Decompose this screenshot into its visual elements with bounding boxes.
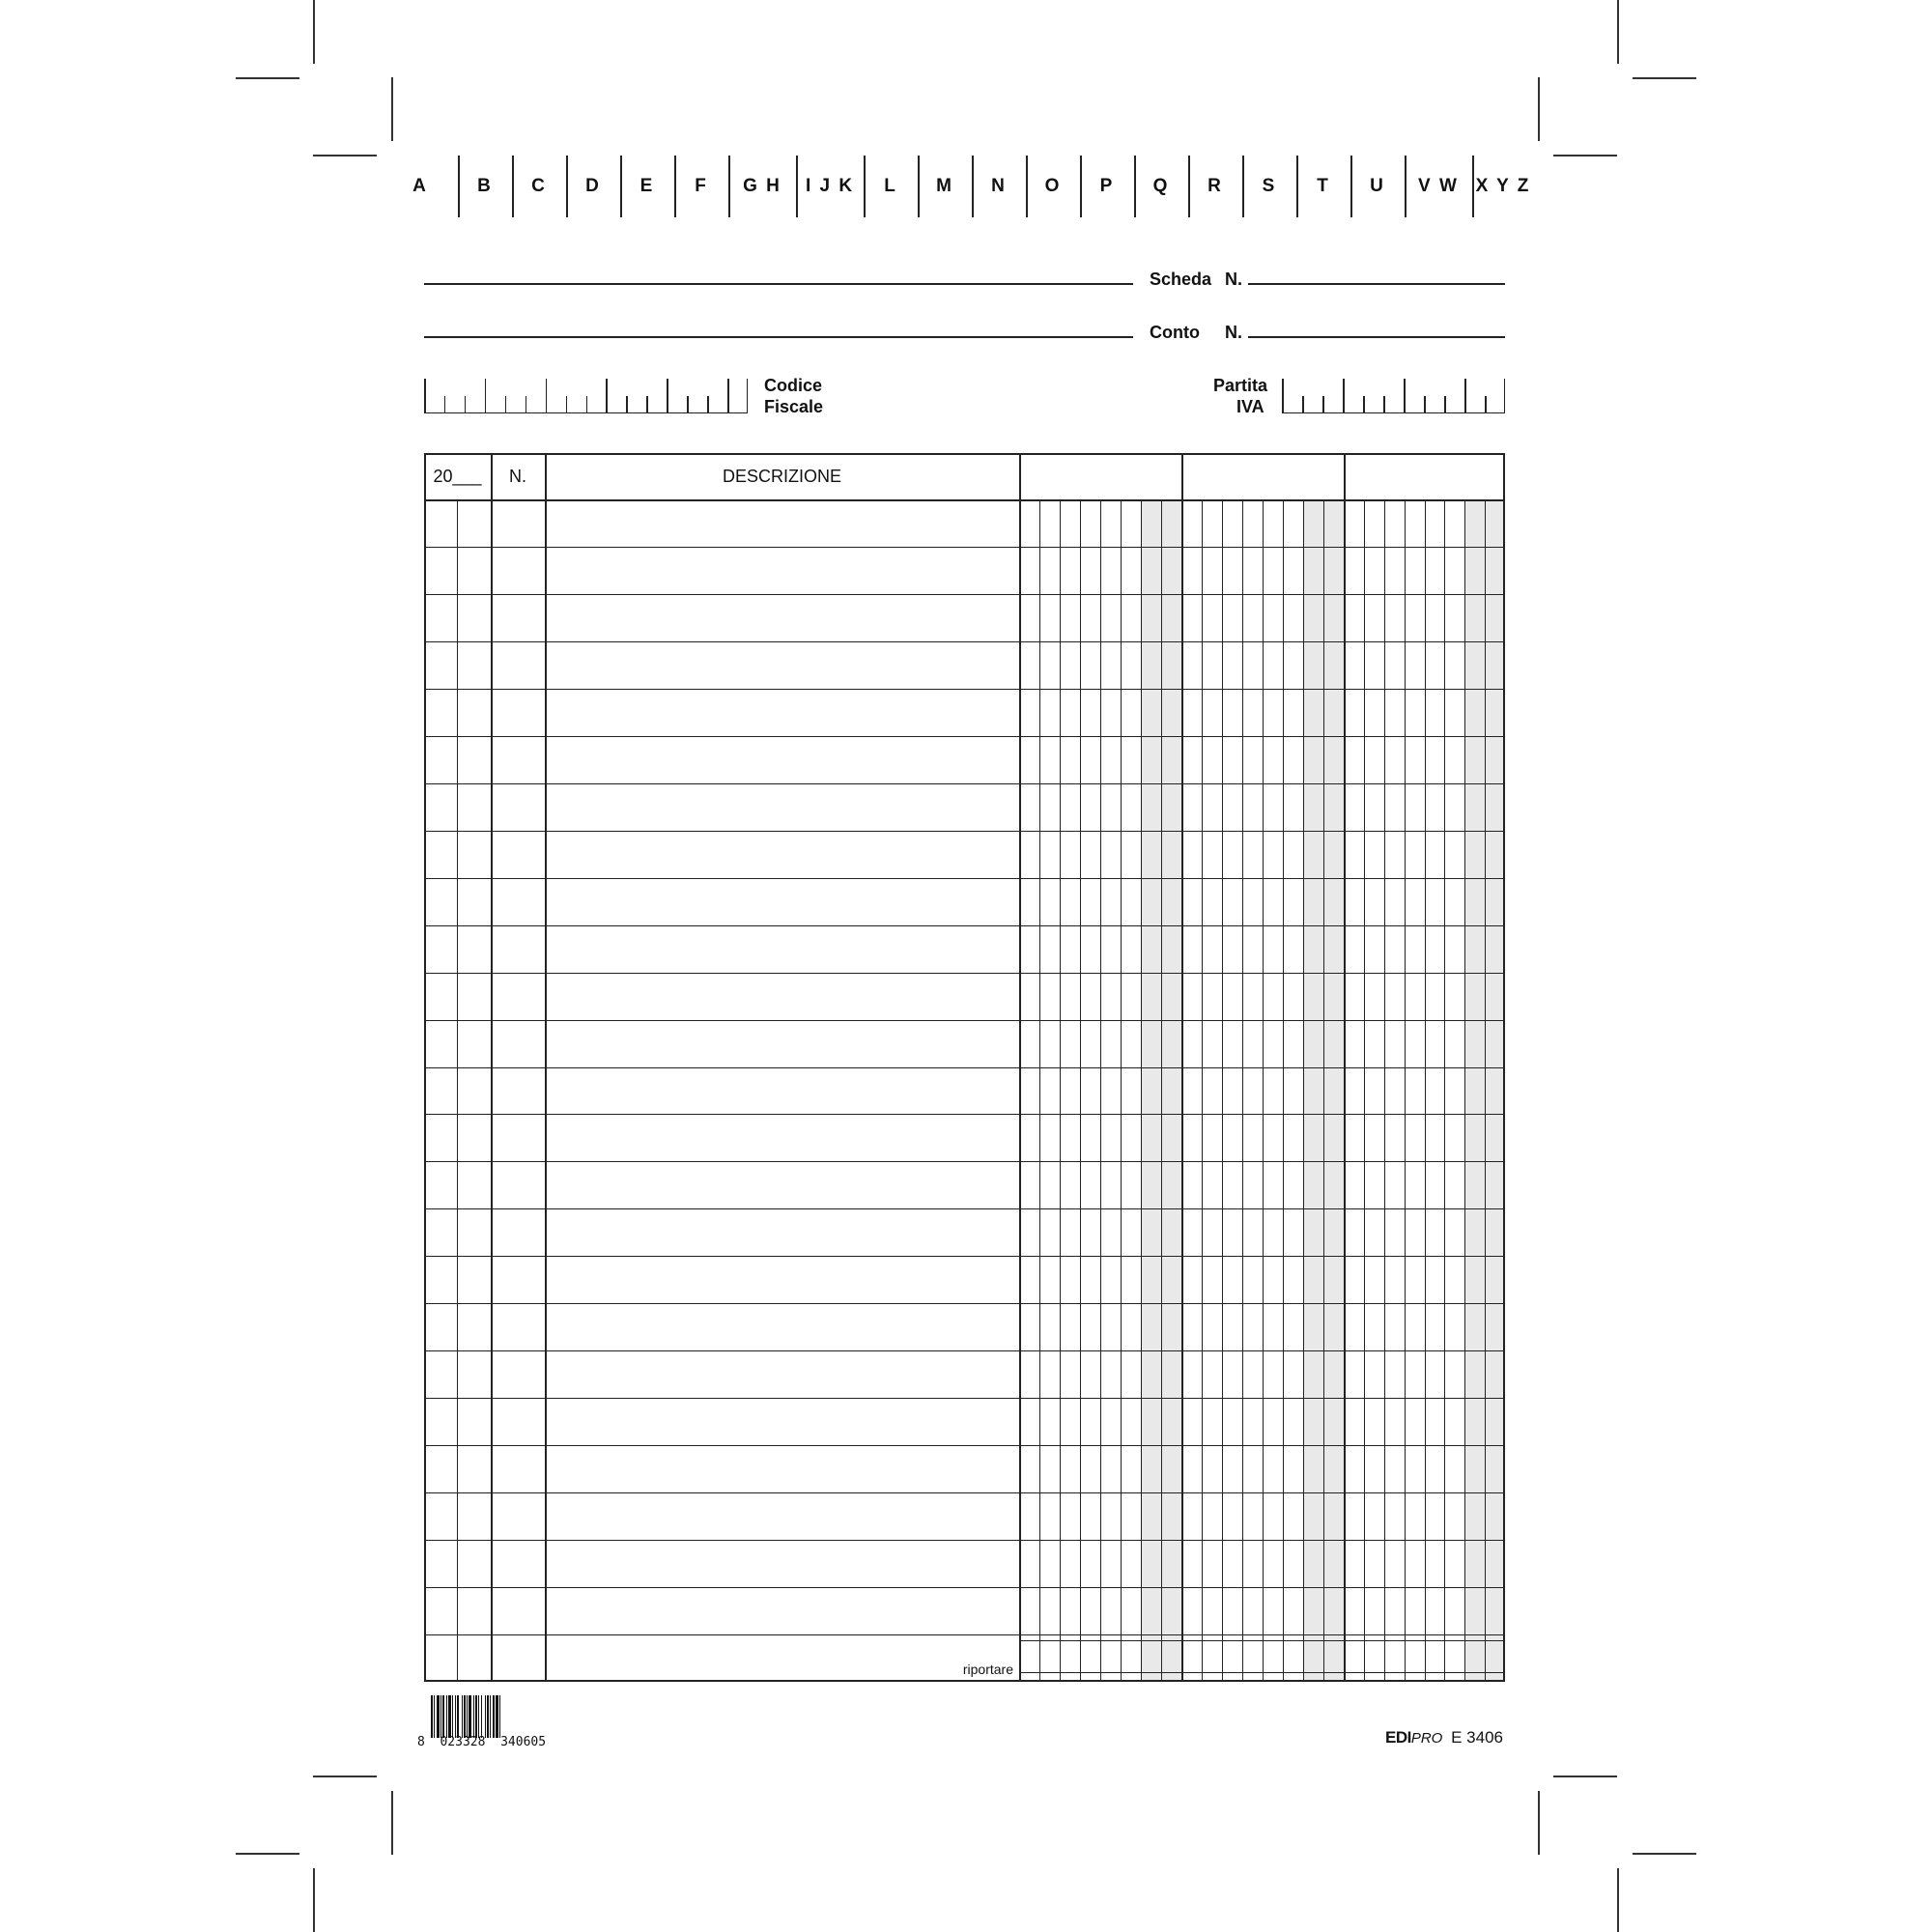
barcode-bar bbox=[434, 1695, 435, 1738]
partita-iva-field[interactable] bbox=[1282, 379, 1505, 413]
amount-digit-line bbox=[1485, 499, 1486, 1682]
index-tab-divider bbox=[1134, 156, 1136, 217]
fiscale-label: Fiscale bbox=[764, 397, 824, 416]
index-tab-divider bbox=[1472, 156, 1474, 217]
comb-tick bbox=[1404, 379, 1406, 413]
barcode-bar bbox=[481, 1695, 482, 1738]
comb-tick bbox=[485, 379, 487, 413]
barcode-bar bbox=[452, 1695, 453, 1738]
index-tab-divider bbox=[728, 156, 730, 217]
amount-digit-line bbox=[1141, 499, 1142, 1682]
comb-tick bbox=[566, 396, 568, 413]
index-tab[interactable]: T bbox=[1317, 176, 1330, 196]
ledger-table bbox=[424, 453, 1505, 1682]
amount-digit-line bbox=[1060, 499, 1061, 1682]
amount-digit-line bbox=[1039, 499, 1040, 1682]
amount-digit-line bbox=[1303, 499, 1304, 1682]
index-tab-divider bbox=[674, 156, 676, 217]
comb-tick bbox=[707, 396, 709, 413]
barcode-bar bbox=[499, 1695, 500, 1738]
barcode-bar bbox=[440, 1695, 441, 1738]
amount-digit-line bbox=[1100, 499, 1101, 1682]
column-divider bbox=[545, 453, 547, 1682]
index-tab[interactable]: E bbox=[639, 176, 655, 196]
date-subdivider bbox=[457, 499, 458, 1682]
comb-tick bbox=[1504, 379, 1506, 413]
index-tab-divider bbox=[512, 156, 514, 217]
index-tab[interactable]: M bbox=[936, 176, 953, 196]
barcode-bar bbox=[469, 1695, 471, 1738]
comb-tick bbox=[1322, 396, 1324, 413]
codice-fiscale-field[interactable] bbox=[424, 379, 748, 413]
index-tab[interactable]: V W bbox=[1418, 176, 1459, 196]
index-tab[interactable]: P bbox=[1099, 176, 1115, 196]
crop-mark bbox=[313, 1868, 315, 1932]
brand-name: EDI bbox=[1385, 1728, 1411, 1747]
comb-tick bbox=[1424, 396, 1426, 413]
barcode-bar bbox=[496, 1695, 498, 1738]
index-tab[interactable]: I J K bbox=[805, 176, 855, 196]
amount-header-2 bbox=[1181, 453, 1344, 499]
amount-digit-line bbox=[1202, 499, 1203, 1682]
index-tab-divider bbox=[864, 156, 866, 217]
barcode-bar bbox=[437, 1695, 440, 1738]
comb-tick bbox=[586, 396, 588, 413]
crop-mark bbox=[1617, 0, 1619, 64]
index-tab-divider bbox=[796, 156, 798, 217]
index-tab[interactable]: S bbox=[1262, 176, 1277, 196]
barcode-bar bbox=[457, 1695, 459, 1738]
index-tab-divider bbox=[1296, 156, 1298, 217]
barcode-bar bbox=[490, 1695, 491, 1738]
crop-mark bbox=[1553, 1776, 1617, 1777]
amount-digit-line bbox=[1464, 499, 1465, 1682]
comb-tick bbox=[546, 379, 548, 413]
comb-tick bbox=[1363, 396, 1365, 413]
index-tab[interactable]: L bbox=[884, 176, 897, 196]
comb-tick bbox=[667, 379, 668, 413]
amount-header-1 bbox=[1019, 453, 1181, 499]
barcode-bar bbox=[487, 1695, 489, 1738]
crop-mark bbox=[1538, 77, 1540, 141]
name-line-1 bbox=[424, 283, 1133, 285]
partita-label: Partita bbox=[1213, 376, 1268, 395]
index-tab[interactable]: C bbox=[531, 176, 547, 196]
barcode-bar bbox=[464, 1695, 466, 1738]
barcode-bar bbox=[446, 1695, 447, 1738]
amount-digit-line bbox=[1405, 499, 1406, 1682]
column-divider bbox=[1019, 453, 1021, 1682]
crop-mark bbox=[1538, 1791, 1540, 1855]
comb-tick bbox=[646, 396, 648, 413]
index-tab-divider bbox=[1080, 156, 1082, 217]
footer-note: riportare bbox=[962, 1662, 1013, 1677]
scheda-n-label: N. bbox=[1225, 270, 1242, 289]
crop-mark bbox=[1617, 1868, 1619, 1932]
crop-mark bbox=[391, 1791, 393, 1855]
comb-tick bbox=[1485, 396, 1487, 413]
barcode-bar bbox=[462, 1695, 463, 1738]
index-tab[interactable]: F bbox=[695, 176, 708, 196]
comb-tick bbox=[727, 379, 729, 413]
index-tab-divider bbox=[1350, 156, 1352, 217]
crop-mark bbox=[313, 155, 377, 156]
comb-tick bbox=[465, 396, 467, 413]
crop-mark bbox=[391, 77, 393, 141]
barcode-bar bbox=[467, 1695, 468, 1738]
scheda-number-field[interactable] bbox=[1248, 283, 1505, 285]
conto-number-field[interactable] bbox=[1248, 336, 1505, 338]
iva-label: IVA bbox=[1236, 397, 1264, 416]
crop-mark bbox=[313, 1776, 377, 1777]
product-code: E 3406 bbox=[1451, 1728, 1503, 1747]
barcode-bar bbox=[431, 1695, 433, 1738]
comb-tick bbox=[526, 396, 527, 413]
comb-tick bbox=[747, 379, 749, 413]
amount-digit-line bbox=[1263, 499, 1264, 1682]
column-divider bbox=[491, 453, 493, 1682]
year-header: 20___ bbox=[433, 466, 482, 486]
alphabet-index bbox=[402, 156, 1534, 217]
index-tab-divider bbox=[972, 156, 974, 217]
crop-mark bbox=[236, 1853, 299, 1855]
barcode-bar bbox=[473, 1695, 474, 1738]
crop-mark bbox=[1633, 1853, 1696, 1855]
comb-tick bbox=[1343, 379, 1345, 413]
conto-label: Conto bbox=[1150, 323, 1200, 342]
name-line-2 bbox=[424, 336, 1133, 338]
barcode-bar bbox=[478, 1695, 479, 1738]
barcode-bar bbox=[442, 1695, 444, 1738]
comb-tick bbox=[1282, 379, 1284, 413]
barcode bbox=[431, 1695, 549, 1738]
index-tab-divider bbox=[566, 156, 568, 217]
comb-tick bbox=[1464, 379, 1466, 413]
index-tab[interactable]: X Y Z bbox=[1475, 176, 1531, 196]
comb-tick bbox=[424, 379, 426, 413]
index-tab[interactable]: Q bbox=[1152, 176, 1170, 196]
codice-label: Codice bbox=[764, 376, 823, 395]
index-tab-divider bbox=[1242, 156, 1244, 217]
amount-digit-line bbox=[1242, 499, 1243, 1682]
index-tab[interactable]: B bbox=[477, 176, 493, 196]
amount-digit-line bbox=[1323, 499, 1324, 1682]
index-tab[interactable]: G H bbox=[743, 176, 781, 196]
index-tab[interactable]: R bbox=[1208, 176, 1223, 196]
index-tab-divider bbox=[1026, 156, 1028, 217]
amount-digit-line bbox=[1161, 499, 1162, 1682]
comb-tick bbox=[444, 396, 446, 413]
index-tab[interactable]: N bbox=[991, 176, 1007, 196]
column-divider bbox=[1344, 453, 1346, 1682]
index-tab[interactable]: A bbox=[412, 176, 428, 196]
comb-tick bbox=[1383, 396, 1385, 413]
brand-logo bbox=[1385, 1728, 1503, 1747]
index-tab-divider bbox=[458, 156, 460, 217]
comb-tick bbox=[687, 396, 689, 413]
barcode-bar bbox=[448, 1695, 451, 1738]
index-tab-divider bbox=[1405, 156, 1406, 217]
crop-mark bbox=[236, 77, 299, 79]
barcode-bar bbox=[455, 1695, 456, 1738]
amount-digit-line bbox=[1080, 499, 1081, 1682]
barcode-bar bbox=[493, 1695, 495, 1738]
description-header: DESCRIZIONE bbox=[722, 466, 841, 486]
comb-tick bbox=[626, 396, 628, 413]
comb-tick bbox=[1302, 396, 1304, 413]
amount-digit-line bbox=[1384, 499, 1385, 1682]
index-tab[interactable]: O bbox=[1044, 176, 1062, 196]
barcode-bar bbox=[485, 1695, 486, 1738]
comb-tick bbox=[606, 379, 608, 413]
index-tab[interactable]: D bbox=[585, 176, 601, 196]
amount-digit-line bbox=[1425, 499, 1426, 1682]
comb-tick bbox=[1444, 396, 1446, 413]
column-divider bbox=[1181, 453, 1183, 1682]
amount-header-3 bbox=[1344, 453, 1505, 499]
amount-digit-line bbox=[1364, 499, 1365, 1682]
index-tab-divider bbox=[1188, 156, 1190, 217]
index-tab-divider bbox=[620, 156, 622, 217]
brand-name-italic: PRO bbox=[1410, 1730, 1443, 1747]
crop-mark bbox=[1553, 155, 1617, 156]
amount-digit-line bbox=[1444, 499, 1445, 1682]
comb-tick bbox=[505, 396, 507, 413]
amount-digit-line bbox=[1121, 499, 1122, 1682]
crop-mark bbox=[1633, 77, 1696, 79]
conto-n-label: N. bbox=[1225, 323, 1242, 342]
barcode-digits: 8 023328 340605 bbox=[417, 1735, 547, 1749]
barcode-bar bbox=[475, 1695, 477, 1738]
amount-digit-line bbox=[1222, 499, 1223, 1682]
number-header: N. bbox=[509, 466, 526, 486]
amount-digit-line bbox=[1283, 499, 1284, 1682]
index-tab-divider bbox=[918, 156, 920, 217]
index-tab[interactable]: U bbox=[1370, 176, 1385, 196]
scheda-label: Scheda bbox=[1150, 270, 1212, 289]
crop-mark bbox=[313, 0, 315, 64]
